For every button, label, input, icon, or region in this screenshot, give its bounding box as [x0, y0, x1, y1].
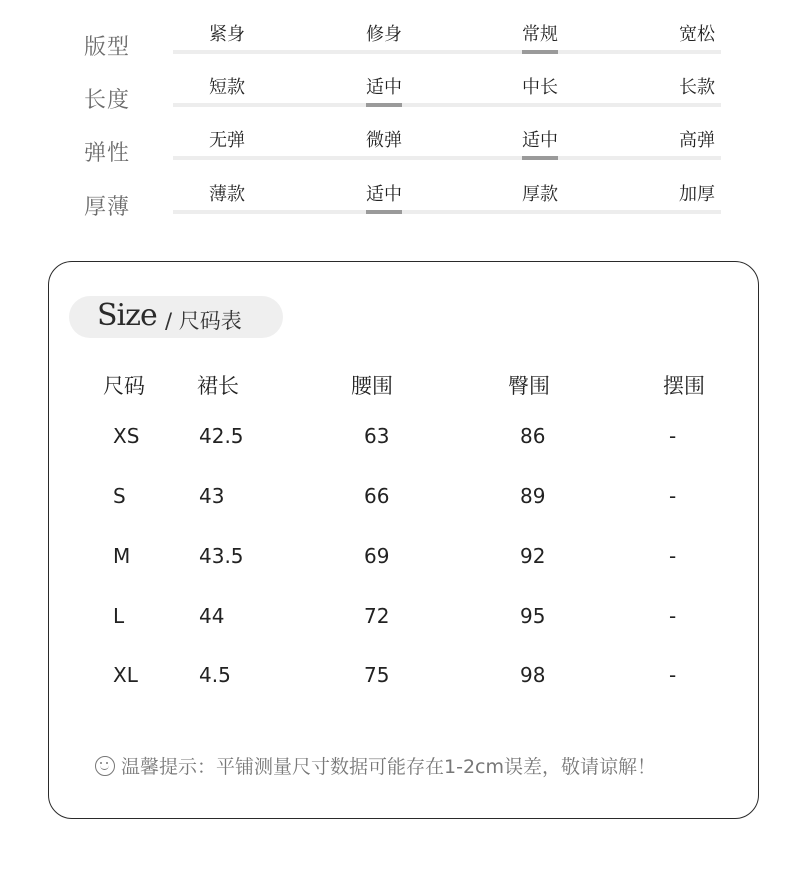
attribute-track: [173, 210, 721, 214]
attribute-track: [173, 156, 721, 160]
table-header-cell: 臀围: [508, 374, 550, 398]
attribute-option-label: 适中: [522, 130, 558, 151]
selected-marker: [522, 156, 558, 160]
attribute-option-label: 微弹: [366, 130, 402, 151]
tip-text: 温馨提示：平铺测量尺寸数据可能存在1-2cm误差，敬请谅解！: [121, 756, 656, 778]
table-cell: -: [669, 484, 677, 508]
measurement-tip: [95, 752, 656, 779]
table-cell: L: [113, 604, 125, 628]
table-cell: -: [669, 663, 677, 687]
attribute-option-label: 适中: [366, 184, 402, 205]
table-cell: 4.5: [199, 663, 231, 687]
table-cell: 89: [520, 484, 546, 508]
attribute-option-label: 中长: [522, 77, 558, 98]
attribute-option-label: 紧身: [209, 24, 245, 45]
table-cell: 95: [520, 604, 546, 628]
attribute-option-label: 无弹: [209, 130, 245, 151]
table-cell: -: [669, 544, 677, 568]
attribute-row: [0, 73, 790, 123]
attribute-option-label: 厚款: [522, 184, 558, 205]
attribute-option: [679, 73, 715, 99]
attribute-option-selected: [522, 20, 558, 46]
attribute-option-selected: [522, 126, 558, 152]
table-cell: 98: [520, 663, 546, 687]
size-title-pill: [69, 296, 283, 338]
attribute-option: [209, 126, 245, 152]
selected-marker: [522, 50, 558, 54]
table-cell: 44: [199, 604, 225, 628]
attribute-option-selected: [366, 73, 402, 99]
attribute-option: [209, 20, 245, 46]
table-cell: 69: [364, 544, 390, 568]
table-cell: XS: [113, 424, 140, 448]
attribute-option: [679, 20, 715, 46]
table-header-cell: 摆围: [663, 374, 705, 398]
attribute-option-label: 适中: [366, 77, 402, 98]
attribute-option-label: 加厚: [679, 184, 715, 205]
attribute-option: [366, 126, 402, 152]
table-cell: S: [113, 484, 126, 508]
attribute-option-label: 高弹: [679, 130, 715, 151]
table-cell: 43: [199, 484, 225, 508]
table-cell: 43.5: [199, 544, 244, 568]
size-chart-card: [48, 261, 759, 819]
table-cell: 86: [520, 424, 546, 448]
table-cell: -: [669, 424, 677, 448]
table-cell: 42.5: [199, 424, 244, 448]
table-cell: 92: [520, 544, 546, 568]
table-header-cell: 裙长: [197, 374, 239, 398]
selected-marker: [366, 103, 402, 107]
table-cell: M: [113, 544, 131, 568]
attribute-option: [209, 73, 245, 99]
attribute-row: [0, 20, 790, 70]
attribute-option-label: 薄款: [209, 184, 245, 205]
attribute-option: [522, 180, 558, 206]
attribute-option-label: 修身: [366, 24, 402, 45]
attribute-option: [522, 73, 558, 99]
table-cell: 75: [364, 663, 390, 687]
attribute-label: 长度: [84, 88, 131, 113]
table-cell: XL: [113, 663, 138, 687]
attribute-label: 厚薄: [84, 195, 131, 220]
attribute-option-label: 宽松: [679, 24, 715, 45]
selected-marker: [366, 210, 402, 214]
size-title-cn: / 尺码表: [165, 309, 242, 333]
table-cell: 66: [364, 484, 390, 508]
attribute-track: [173, 103, 721, 107]
attribute-label: 弹性: [84, 141, 131, 166]
table-cell: 63: [364, 424, 390, 448]
attribute-option: [209, 180, 245, 206]
attribute-option-label: 长款: [679, 77, 715, 98]
table-cell: 72: [364, 604, 390, 628]
table-header-cell: 腰围: [351, 374, 393, 398]
attribute-option-label: 短款: [209, 77, 245, 98]
attribute-option-selected: [366, 180, 402, 206]
attribute-option-label: 常规: [522, 24, 558, 45]
table-cell: -: [669, 604, 677, 628]
attribute-row: [0, 180, 790, 230]
attribute-option: [679, 180, 715, 206]
attribute-label: 版型: [84, 35, 131, 60]
attribute-option: [366, 20, 402, 46]
table-header-cell: 尺码: [103, 374, 145, 398]
attribute-row: [0, 126, 790, 176]
size-title-en: Size: [97, 298, 157, 333]
attribute-track: [173, 50, 721, 54]
smile-icon: [95, 756, 115, 776]
attribute-option: [679, 126, 715, 152]
